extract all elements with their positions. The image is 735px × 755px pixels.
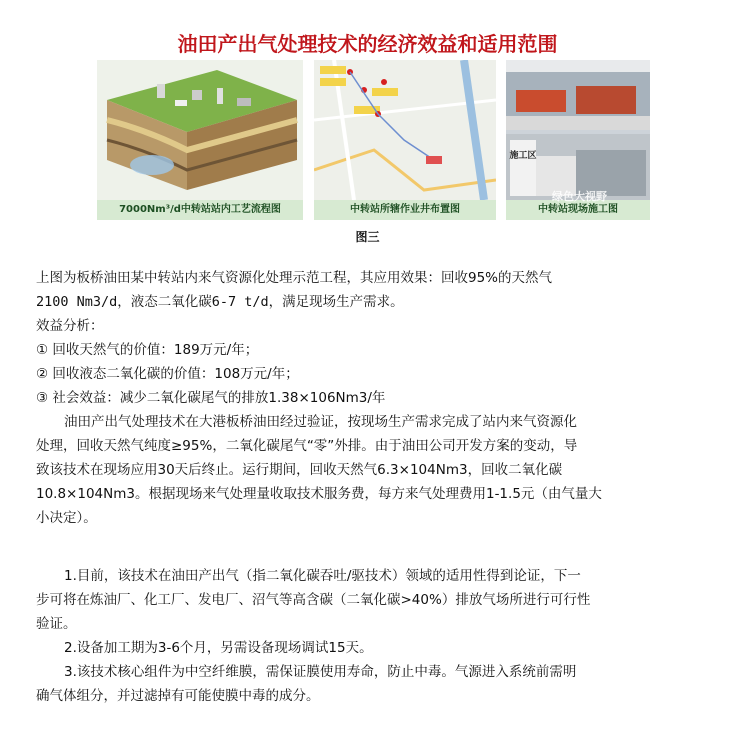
benefit-item-1: ① 回收天然气的价值：189万元/年； [36,342,259,358]
construction-site-photo [506,60,650,200]
figure-caption-3: 中转站现场施工图 [506,200,650,220]
site-sign-text: 施工区 [509,151,537,161]
process-flow-figure [97,60,303,220]
effect-section [36,266,716,530]
intro-line-2: 2100 Nm3/d，液态二氧化碳6-7 t/d，满足现场生产需求。 [36,294,404,310]
scope-line-1a: 1.目前，该技术在油田产出气（指二氧化碳吞吐/驱技术）领域的适用性得到论证，下一 [64,568,581,584]
intro-line-1: 上图为板桥油田某中转站内来气资源化处理示范工程，其应用效果：回收95%的天然气 [36,270,553,286]
well-layout-figure [314,60,496,220]
figure-label: 图三 [355,230,380,244]
scope-line-1b: 步可将在炼油厂、化工厂、发电厂、沼气等高含碳（二氧化碳>40%）排放气场所进行可行性 [36,592,591,608]
figure-caption-2: 中转站所辖作业井布置图 [314,200,496,220]
verify-line-3: 致该技术在现场应用30天后终止。运行期间，回收天然气6.3×104Nm3，回收二氧化碳 [36,462,563,478]
benefit-item-2: ② 回收液态二氧化碳的价值：108万元/年； [36,366,299,382]
verify-line-2: 处理，回收天然气纯度≥95%，二氧化碳尾气“零”外排。由于油田公司开发方案的变动，导 [36,438,578,454]
scope-line-3b: 确气体组分，并过滤掉有可能使膜中毒的成分。 [36,688,320,704]
scope-section [36,564,716,708]
well-layout-map [314,60,496,200]
verify-line-1: 油田产出气处理技术在大港板桥油田经过验证，按现场生产需求完成了站内来气资源化 [64,414,577,430]
scope-line-2: 2.设备加工期为3-6个月，另需设备现场调试15天。 [64,640,373,656]
benefit-item-3: ③ 社会效益：减少二氧化碳尾气的排放1.38×106Nm3/年 [36,390,386,406]
figure-caption-1: 7000Nm³/d中转站站内工艺流程图 [97,200,303,220]
process-flow-illustration [97,60,303,200]
watermark: 绿色大视野 [552,190,607,203]
scope-line-1c: 验证。 [36,616,77,632]
scope-line-3a: 3.该技术核心组件为中空纤维膜，需保证膜使用寿命，防止中毒。气源进入系统前需明 [64,664,577,680]
verify-line-4: 10.8×104Nm3。根据现场来气处理量收取技术服务费，每方来气处理费用1-1.5元（由气量大 [36,486,602,502]
benefit-heading: 效益分析： [36,318,104,334]
article-title: 油田产出气处理技术的经济效益和适用范围 [177,32,558,56]
verify-line-5: 小决定）。 [36,510,97,526]
